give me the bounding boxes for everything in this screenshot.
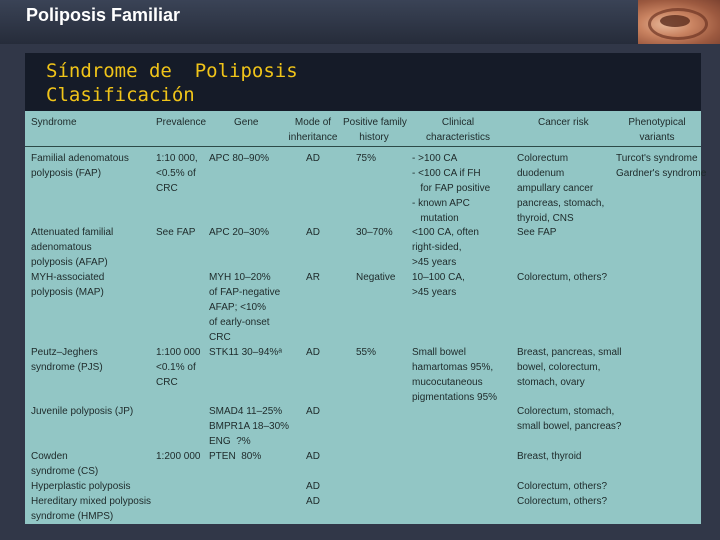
cell-syndrome: Peutz–Jeghers syndrome (PJS)	[31, 347, 103, 373]
cell-gene: MYH 10–20% of FAP-negative AFAP; <10% of early-onset CRC	[209, 272, 281, 343]
cell-gene: APC 20–30%	[209, 227, 270, 238]
slide-title: Poliposis Familiar	[26, 5, 181, 25]
cell-prevalence: 1:10 000, <0.5% of CRC	[156, 153, 198, 194]
cell-syndrome: MYH-associated polyposis (MAP)	[31, 272, 105, 298]
cell-syndrome: Hereditary mixed polyposis syndrome (HMPS)	[31, 496, 152, 522]
cell-cancer: Breast, thyroid	[517, 451, 582, 462]
cell-cancer: Colorectum duodenum ampullary cancer pancreas, stomach, thyroid, CNS	[517, 153, 605, 224]
cell-cancer: Colorectum, stomach, small bowel, pancreas?	[517, 406, 622, 432]
header-divider	[25, 146, 701, 147]
cell-mode: AD	[306, 451, 320, 462]
cell-syndrome: Attenuated familial adenomatous polyposis (AFAP)	[31, 227, 114, 268]
cell-family: Negative	[356, 272, 396, 283]
cell-cancer: Colorectum, others?	[517, 481, 608, 492]
cell-prevalence: See FAP	[156, 227, 196, 238]
cell-mode: AD	[306, 406, 320, 417]
cell-gene: SMAD4 11–25% BMPR1A 18–30% ENG ?%	[209, 406, 290, 447]
cell-cancer: Colorectum, others?	[517, 272, 608, 283]
cell-gene: STK11 30–94%ᵃ	[209, 347, 283, 358]
cell-cancer: See FAP	[517, 227, 557, 238]
cell-clinical: 10–100 CA, >45 years	[412, 272, 465, 298]
cell-mode: AD	[306, 227, 320, 238]
header-mode: Mode of inheritance	[288, 117, 338, 143]
header-family: Positive family history	[343, 117, 407, 143]
cell-mode: AD	[306, 347, 320, 358]
image-lumen	[660, 15, 690, 27]
cell-clinical: <100 CA, often right-sided, >45 years	[412, 227, 479, 268]
cell-syndrome: Familial adenomatous polyposis (FAP)	[31, 153, 129, 179]
header-clinical: Clinical characteristics	[426, 117, 490, 143]
cell-family: 75%	[356, 153, 377, 164]
header-cancer: Cancer risk	[538, 117, 589, 128]
cell-prevalence: 1:100 000 <0.1% of CRC	[156, 347, 201, 388]
cell-mode: AR	[306, 272, 320, 283]
cell-syndrome: Cowden syndrome (CS)	[31, 451, 99, 477]
cell-mode: AD	[306, 153, 320, 164]
cell-mode: AD	[306, 496, 320, 507]
cell-clinical: - >100 CA - <100 CA if FH for FAP positive - known APC mutation	[412, 153, 491, 224]
heading-line-1: Síndrome de Poliposis	[46, 60, 298, 82]
header-gene: Gene	[234, 117, 259, 128]
heading-line-2: Clasificación	[46, 84, 195, 106]
cell-phenotypical: Turcot's syndrome Gardner's syndrome	[616, 153, 707, 179]
cell-mode: AD	[306, 481, 320, 492]
header-phenotypical: Phenotypical variants	[628, 117, 686, 143]
cell-family: 30–70%	[356, 227, 393, 238]
heading-box	[25, 53, 701, 111]
cell-cancer: Breast, pancreas, small bowel, colorectum, stomach, ovary	[517, 347, 622, 388]
cell-clinical: Small bowel hamartomas 95%, mucocutaneous pigmentations 95%	[412, 347, 498, 403]
cell-syndrome: Hyperplastic polyposis	[31, 481, 131, 492]
cell-gene: APC 80–90%	[209, 153, 270, 164]
classification-table	[25, 111, 707, 524]
cell-cancer: Colorectum, others?	[517, 496, 608, 507]
title-bar	[0, 0, 720, 44]
header-prevalence: Prevalence	[156, 117, 207, 128]
endoscopy-image-icon	[638, 0, 720, 44]
cell-syndrome: Juvenile polyposis (JP)	[31, 406, 134, 417]
cell-gene: PTEN 80%	[209, 451, 262, 462]
cell-prevalence: 1:200 000	[156, 451, 201, 462]
header-syndrome: Syndrome	[31, 117, 77, 128]
cell-family: 55%	[356, 347, 377, 358]
